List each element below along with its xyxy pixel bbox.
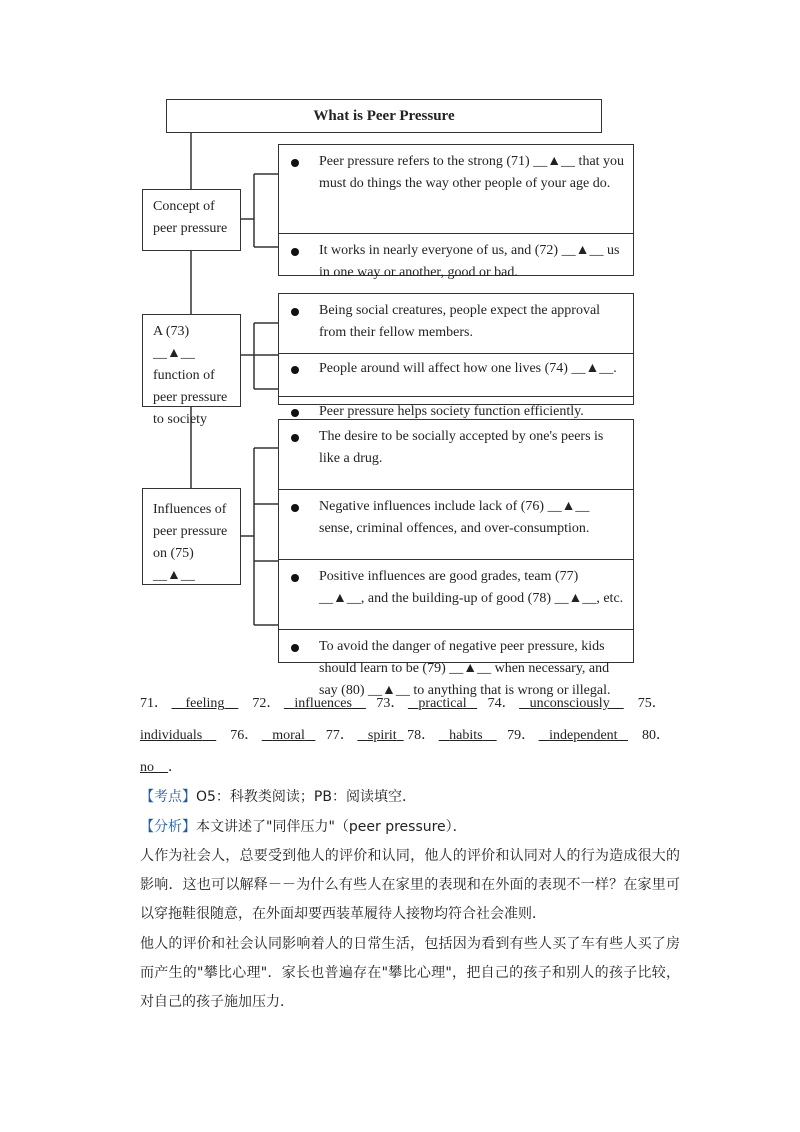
kaodian-line: [140, 783, 680, 811]
list-item: [279, 490, 633, 560]
bullet-icon: [291, 366, 299, 374]
answer-number: 79．: [507, 728, 536, 743]
list-item: [279, 420, 633, 490]
bullet-icon: [291, 159, 299, 167]
answer-word: habits: [449, 728, 483, 743]
answers-line-2: [140, 720, 670, 752]
kaodian-tag: 【考点】: [140, 789, 196, 805]
answers-line-3: [140, 752, 182, 784]
section-label-function: A (73) __▲__ function of peer pressure to society: [142, 314, 241, 407]
item-text: People around will affect how one lives (74) __▲__.: [319, 361, 617, 376]
item-text: To avoid the danger of negative peer pressure, kids should learn to be (79) __▲__ when necessary, and say (80) __▲__ to anything that is wrong or illegal.: [319, 639, 611, 698]
item-text: Negative influences include lack of (76) __▲__ sense, criminal offences, and over-consumption.: [319, 499, 590, 536]
answer-number: 74．: [487, 696, 516, 711]
bullet-icon: [291, 409, 299, 417]
list-item: [279, 145, 633, 234]
answer-end: ．: [168, 760, 182, 775]
answer-word: feeling: [185, 696, 225, 711]
analysis-paragraph-2: 他人的评价和社会认同影响着人的日常生活，包括因为看到有些人买了车有些人买了房而产生的"攀比心理"．家长也普遍存在"攀比心理"，把自己的孩子和别人的孩子比较，对自己的孩子施加压力．: [140, 936, 680, 1010]
answer-word: practical: [418, 696, 467, 711]
answer-word: unconsciously: [529, 696, 610, 711]
bullet-icon: [291, 504, 299, 512]
answers-line-1: [140, 688, 670, 720]
answer-number: 71．: [140, 696, 168, 711]
answer-number: 75．: [637, 696, 666, 711]
fenxi-line: [140, 813, 680, 841]
answer-number: 73．: [376, 696, 405, 711]
list-item: [279, 294, 633, 354]
bullet-icon: [291, 574, 299, 582]
item-text: Positive influences are good grades, team (77) __▲__, and the building-up of good (78) __▲__, etc.: [319, 569, 624, 606]
answer-word: moral: [272, 728, 305, 743]
section-items-influences: [278, 419, 634, 698]
fenxi-text: 本文讲述了"同伴压力"（peer pressure）．: [196, 819, 467, 835]
answer-number: 72．: [252, 696, 281, 711]
answer-word: influences: [294, 696, 352, 711]
item-text: It works in nearly everyone of us, and (72) __▲__ us in one way or another, good or bad.: [319, 243, 620, 280]
list-item: [279, 234, 633, 290]
answer-word: no: [140, 760, 154, 775]
section-label-concept: Concept of peer pressure: [142, 189, 241, 251]
answer-word: spirit: [367, 728, 397, 743]
answer-word: independent: [549, 728, 618, 743]
section-label-influences: Influences of peer pressure on (75) __▲__: [142, 488, 241, 585]
kaodian-text: O5：科教类阅读；PB：阅读填空．: [196, 789, 416, 805]
item-text: The desire to be socially accepted by one's peers is like a drug.: [319, 429, 604, 466]
section-items-concept: [278, 144, 634, 280]
section-items-function: [278, 293, 634, 419]
list-item: [279, 354, 633, 397]
fenxi-tag: 【分析】: [140, 819, 196, 835]
answer-number: 77．: [325, 728, 354, 743]
answer-word: individuals: [140, 728, 203, 743]
answer-number: 80．: [642, 728, 671, 743]
diagram-title: What is Peer Pressure: [166, 99, 602, 133]
bullet-icon: [291, 644, 299, 652]
item-text: Being social creatures, people expect the approval from their fellow members.: [319, 303, 601, 340]
answer-number: 78．: [407, 728, 436, 743]
bullet-icon: [291, 434, 299, 442]
bullet-icon: [291, 248, 299, 256]
bullet-icon: [291, 308, 299, 316]
analysis-paragraph-1: 人作为社会人，总要受到他人的评价和认同，他人的评价和认同对人的行为造成很大的影响．这也可以解释－－为什么有些人在家里的表现和在外面的表现不一样？在家里可以穿拖鞋很随意，在外面却要西装革履待人接物均符合社会准则．: [140, 848, 680, 922]
item-text: Peer pressure refers to the strong (71) __▲__ that you must do things the way other people of your age do.: [319, 154, 625, 191]
answer-number: 76．: [230, 728, 259, 743]
list-item: [279, 560, 633, 630]
item-text: Peer pressure helps society function efficiently.: [319, 404, 584, 419]
